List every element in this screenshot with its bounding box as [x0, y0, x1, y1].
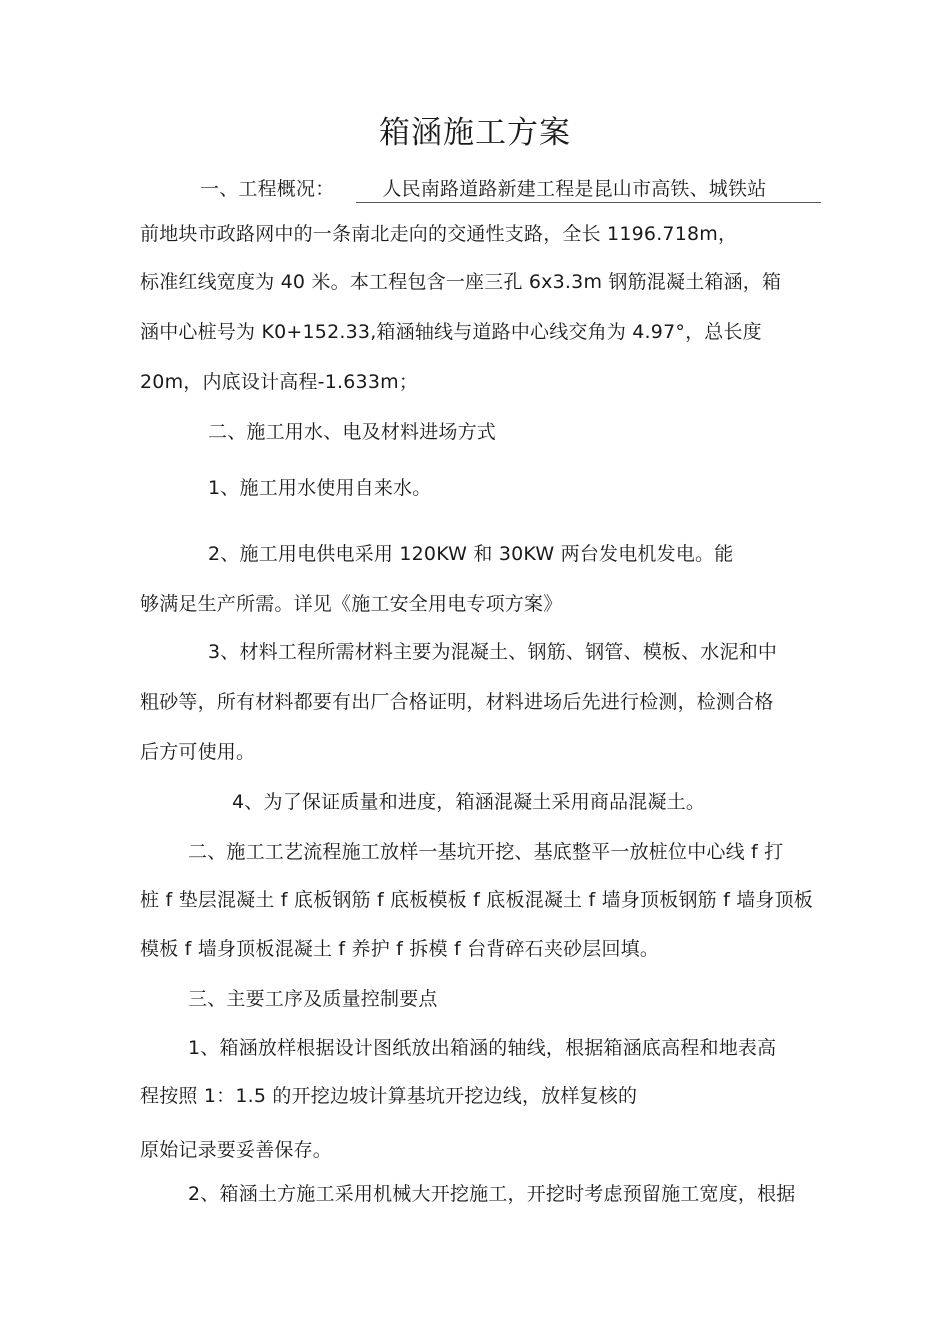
- section2-item3-line: 3、材料工程所需材料主要为混凝土、钢筋、钢管、模板、水泥和中: [208, 641, 778, 663]
- overview-line: 前地块市政路网中的一条南北走向的交通性支路，全长 1196.718m，: [140, 223, 738, 245]
- overview-line: 20m，内底设计高程-1.633m；: [140, 371, 419, 393]
- process-line: 二、施工工艺流程施工放样一基坑开挖、基底整平一放桩位中心线 f 打: [188, 841, 784, 863]
- section2-item2-line: 2、施工用电供电采用 120KW 和 30KW 两台发电机发电。能: [208, 543, 734, 565]
- section2-heading: 二、施工用水、电及材料进场方式: [208, 421, 497, 443]
- section2-item3-line: 粗砂等，所有材料都要有出厂合格证明，材料进场后先进行检测，检测合格: [140, 691, 774, 713]
- section2-item1: 1、施工用水使用自来水。: [208, 477, 432, 499]
- section3-item1-line: 1、箱涵放样根据设计图纸放出箱涵的轴线，根据箱涵底高程和地表高: [188, 1037, 777, 1059]
- overview-heading: 一、工程概况：: [200, 178, 335, 200]
- section3-item2-line: 2、箱涵土方施工采用机械大开挖施工，开挖时考虑预留施工宽度，根据: [188, 1183, 796, 1205]
- overview-first-line: [200, 177, 821, 203]
- document-title: 箱涵施工方案: [379, 115, 571, 151]
- process-line: 桩 f 垫层混凝土 f 底板钢筋 f 底板模板 f 底板混凝土 f 墙身顶板钢筋 f 墙身顶板: [140, 889, 814, 911]
- section2-item2-line: 够满足生产所需。详见《施工安全用电专项方案》: [140, 593, 563, 615]
- section2-item3-line: 后方可使用。: [140, 741, 256, 763]
- section3-heading: 三、主要工序及质量控制要点: [188, 988, 438, 1010]
- section3-item1-line: 程按照 1：1.5 的开挖边坡计算基坑开挖边线，放样复核的: [140, 1085, 638, 1107]
- overview-line: 涵中心桩号为 K0+152.33,箱涵轴线与道路中心线交角为 4.97°，总长度: [140, 321, 762, 343]
- process-line: 模板 f 墙身顶板混凝土 f 养护 f 拆模 f 台背碎石夹砂层回填。: [140, 938, 660, 960]
- section3-item1-line: 原始记录要妥善保存。: [140, 1139, 333, 1161]
- overview-line: 标准红线宽度为 40 米。本工程包含一座三孔 6x3.3m 钢筋混凝土箱涵，箱: [140, 271, 782, 293]
- section2-item4: 4、为了保证质量和进度，箱涵混凝土采用商品混凝土。: [232, 791, 706, 813]
- overview-underlined-text: 人民南路道路新建工程是昆山市高铁、城铁站: [356, 177, 821, 203]
